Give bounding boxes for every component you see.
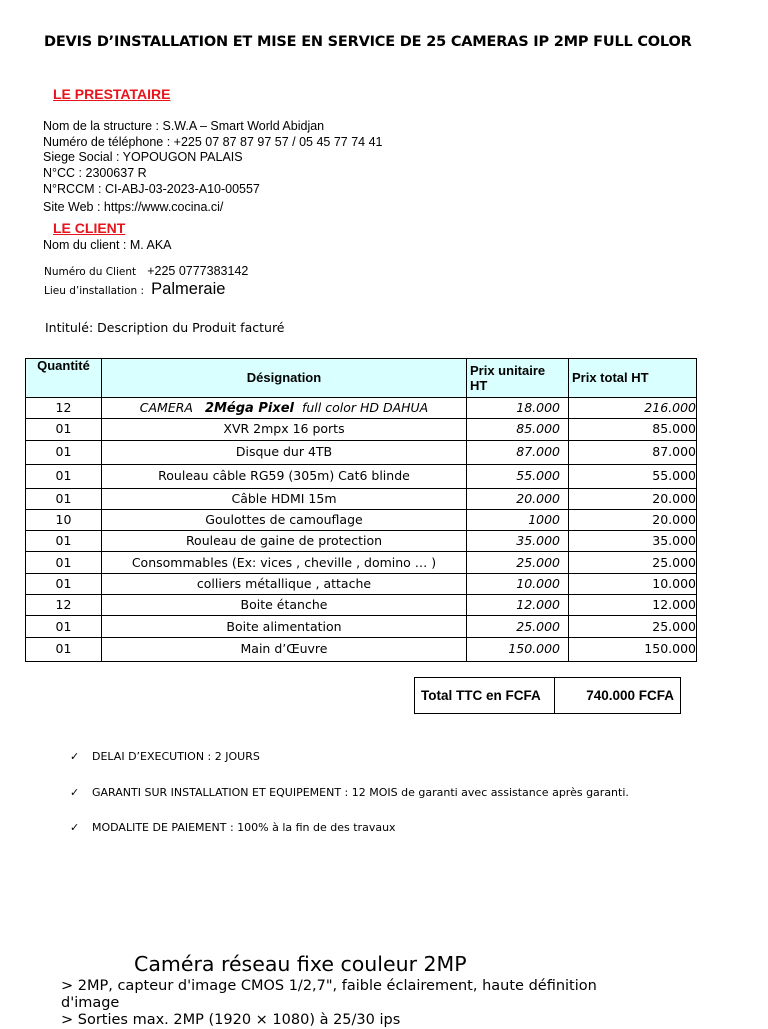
row-quantity: 01 bbox=[26, 464, 102, 488]
phone-numbers: Numéro de téléphone : +225 07 87 87 97 57 / 05 45 77 74 41 bbox=[43, 135, 383, 149]
row-quantity: 01 bbox=[26, 440, 102, 464]
table-row bbox=[26, 552, 697, 573]
row-quantity: 01 bbox=[26, 637, 102, 661]
row-designation: Boite alimentation bbox=[102, 616, 467, 637]
row-designation bbox=[102, 398, 467, 419]
table-header-row bbox=[26, 359, 697, 398]
row-unit-price: 18.000 bbox=[467, 398, 569, 419]
condition-payment bbox=[70, 821, 396, 834]
install-location-value: Palmeraie bbox=[151, 280, 226, 298]
table-row bbox=[26, 440, 697, 464]
row-quantity: 01 bbox=[26, 488, 102, 509]
row-unit-price: 55.000 bbox=[467, 464, 569, 488]
row-designation: Goulottes de camouflage bbox=[102, 509, 467, 530]
row-unit-price: 150.000 bbox=[467, 637, 569, 661]
row-designation: Main d’Œuvre bbox=[102, 637, 467, 661]
spec-line: > Sorties max. 2MP (1920 × 1080) à 25/30 ips bbox=[61, 1012, 401, 1028]
header-designation: Désignation bbox=[102, 359, 467, 398]
table-row bbox=[26, 488, 697, 509]
row-designation: colliers métallique , attache bbox=[102, 573, 467, 594]
row-unit-price: 25.000 bbox=[467, 552, 569, 573]
row-total-price: 35.000 bbox=[569, 531, 697, 552]
row-unit-price: 1000 bbox=[467, 509, 569, 530]
header-unit-price: Prix unitaire HT bbox=[467, 359, 569, 398]
client-name: Nom du client : M. AKA bbox=[43, 238, 172, 252]
row-unit-price: 85.000 bbox=[467, 419, 569, 440]
row-designation: Rouleau câble RG59 (305m) Cat6 blinde bbox=[102, 464, 467, 488]
document-title: DEVIS D’INSTALLATION ET MISE EN SERVICE DE 25 CAMERAS IP 2MP FULL COLOR bbox=[44, 34, 692, 50]
row-designation: Rouleau de gaine de protection bbox=[102, 531, 467, 552]
table-row bbox=[26, 398, 697, 419]
designation-highlight: 2Méga Pixel bbox=[204, 400, 294, 416]
total-value: 740.000 FCFA bbox=[555, 678, 681, 714]
client-phone-label: Numéro du Client bbox=[44, 266, 137, 278]
condition-text: GARANTI SUR INSTALLATION ET EQUIPEMENT : 12 MOIS de garanti avec assistance après garanti. bbox=[92, 786, 629, 799]
row-quantity: 12 bbox=[26, 595, 102, 616]
check-icon: ✓ bbox=[70, 750, 80, 763]
condition-text: DELAI D’EXECUTION : 2 JOURS bbox=[92, 750, 260, 763]
row-total-price: 150.000 bbox=[569, 637, 697, 661]
designation-prefix: CAMERA bbox=[139, 399, 193, 415]
client-heading: LE CLIENT bbox=[53, 220, 126, 236]
total-box bbox=[414, 677, 681, 714]
prestataire-heading: LE PRESTATAIRE bbox=[53, 86, 171, 102]
row-unit-price: 35.000 bbox=[467, 531, 569, 552]
table-row bbox=[26, 419, 697, 440]
install-location-row bbox=[44, 279, 225, 299]
install-location-label: Lieu d’installation : bbox=[44, 285, 145, 297]
row-unit-price: 12.000 bbox=[467, 595, 569, 616]
header-quantity: Quantité bbox=[26, 359, 102, 398]
row-total-price: 10.000 bbox=[569, 573, 697, 594]
spec-line: d'image bbox=[61, 995, 120, 1011]
row-unit-price: 87.000 bbox=[467, 440, 569, 464]
table-row bbox=[26, 595, 697, 616]
row-quantity: 01 bbox=[26, 419, 102, 440]
row-total-price: 25.000 bbox=[569, 552, 697, 573]
row-designation: Boite étanche bbox=[102, 595, 467, 616]
row-total-price: 87.000 bbox=[569, 440, 697, 464]
row-designation: XVR 2mpx 16 ports bbox=[102, 419, 467, 440]
row-designation: Câble HDMI 15m bbox=[102, 488, 467, 509]
row-quantity: 12 bbox=[26, 398, 102, 419]
condition-delay bbox=[70, 750, 260, 763]
row-total-price: 25.000 bbox=[569, 616, 697, 637]
table-row bbox=[26, 464, 697, 488]
check-icon: ✓ bbox=[70, 821, 80, 834]
row-total-price: 20.000 bbox=[569, 488, 697, 509]
check-icon: ✓ bbox=[70, 786, 80, 799]
row-unit-price: 20.000 bbox=[467, 488, 569, 509]
row-total-price: 85.000 bbox=[569, 419, 697, 440]
row-total-price: 12.000 bbox=[569, 595, 697, 616]
row-unit-price: 25.000 bbox=[467, 616, 569, 637]
row-quantity: 10 bbox=[26, 509, 102, 530]
table-row bbox=[26, 573, 697, 594]
row-total-price: 216.000 bbox=[569, 398, 697, 419]
client-phone-value: +225 0777383142 bbox=[147, 264, 249, 278]
spec-line: > 2MP, capteur d'image CMOS 1/2,7", faible éclairement, haute définition bbox=[61, 978, 597, 994]
table-row bbox=[26, 637, 697, 661]
items-table bbox=[25, 358, 697, 662]
condition-warranty bbox=[70, 786, 629, 799]
designation-suffix: full color HD DAHUA bbox=[301, 399, 429, 415]
client-phone-row bbox=[44, 260, 248, 279]
table-row bbox=[26, 531, 697, 552]
row-quantity: 01 bbox=[26, 616, 102, 637]
row-designation: Disque dur 4TB bbox=[102, 440, 467, 464]
table-row bbox=[26, 509, 697, 530]
total-label: Total TTC en FCFA bbox=[415, 678, 555, 714]
row-unit-price: 10.000 bbox=[467, 573, 569, 594]
rccm-number: N°RCCM : CI-ABJ-03-2023-A10-00557 bbox=[43, 182, 260, 196]
row-quantity: 01 bbox=[26, 573, 102, 594]
intitule: Intitulé: Description du Produit facturé bbox=[45, 320, 285, 335]
header-total-price: Prix total HT bbox=[569, 359, 697, 398]
condition-text: MODALITE DE PAIEMENT : 100% à la fin de des travaux bbox=[92, 821, 396, 834]
row-quantity: 01 bbox=[26, 552, 102, 573]
structure-name: Nom de la structure : S.W.A – Smart World Abidjan bbox=[43, 119, 325, 133]
row-designation: Consommables (Ex: vices , cheville , domino … ) bbox=[102, 552, 467, 573]
product-title: Caméra réseau fixe couleur 2MP bbox=[134, 952, 467, 976]
row-total-price: 20.000 bbox=[569, 509, 697, 530]
ncc-number: N°CC : 2300637 R bbox=[43, 166, 147, 180]
website: Site Web : https://www.cocina.ci/ bbox=[43, 200, 224, 214]
table-row bbox=[26, 616, 697, 637]
row-total-price: 55.000 bbox=[569, 464, 697, 488]
row-quantity: 01 bbox=[26, 531, 102, 552]
head-office: Siege Social : YOPOUGON PALAIS bbox=[43, 150, 243, 164]
